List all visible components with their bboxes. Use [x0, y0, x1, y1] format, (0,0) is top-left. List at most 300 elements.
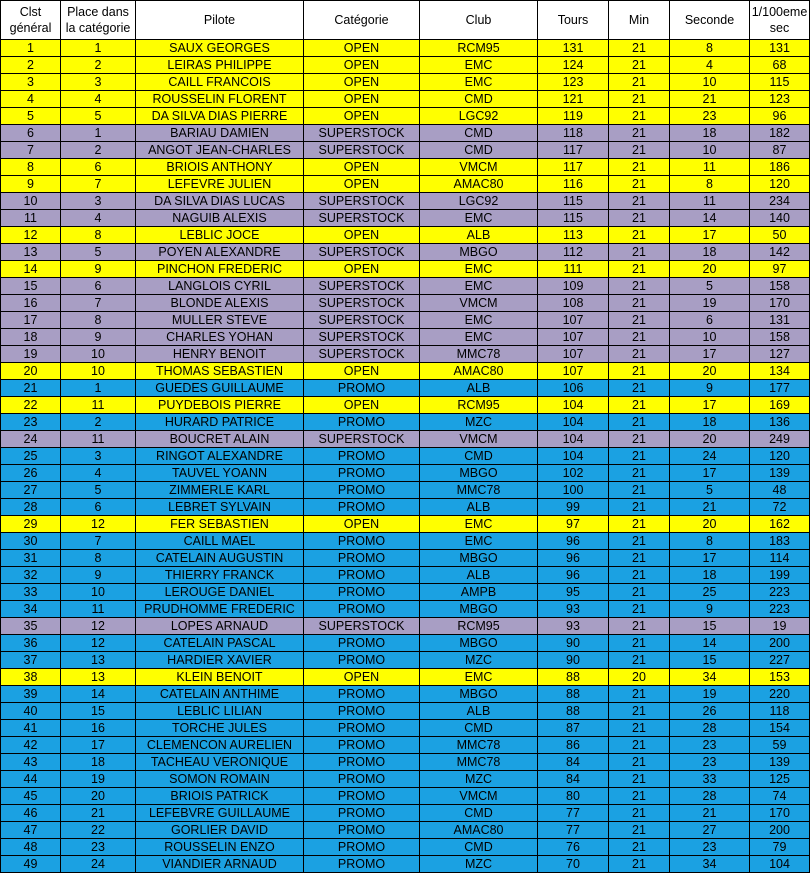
cell-rank: 16	[1, 295, 61, 312]
header-club: Club	[420, 1, 538, 40]
table-row	[1, 91, 810, 108]
cell-rank: 18	[1, 329, 61, 346]
cell-laps: 93	[538, 601, 609, 618]
cell-sec: 23	[670, 737, 750, 754]
cell-rank: 35	[1, 618, 61, 635]
cell-rank: 49	[1, 856, 61, 873]
cell-pilot: BLONDE ALEXIS	[136, 295, 304, 312]
table-row	[1, 635, 810, 652]
cell-hundredths: 223	[750, 601, 810, 618]
table-row	[1, 193, 810, 210]
cell-place: 4	[61, 91, 136, 108]
cell-category: OPEN	[304, 363, 420, 380]
cell-hundredths: 249	[750, 431, 810, 448]
cell-category: PROMO	[304, 754, 420, 771]
table-row	[1, 125, 810, 142]
cell-place: 12	[61, 516, 136, 533]
cell-pilot: LOPES ARNAUD	[136, 618, 304, 635]
table-row	[1, 652, 810, 669]
cell-hundredths: 97	[750, 261, 810, 278]
cell-pilot: NAGUIB ALEXIS	[136, 210, 304, 227]
cell-hundredths: 134	[750, 363, 810, 380]
cell-pilot: CAILL FRANCOIS	[136, 74, 304, 91]
cell-laps: 107	[538, 363, 609, 380]
cell-hundredths: 114	[750, 550, 810, 567]
cell-min: 21	[609, 363, 670, 380]
cell-sec: 34	[670, 669, 750, 686]
cell-pilot: DA SILVA DIAS PIERRE	[136, 108, 304, 125]
cell-hundredths: 79	[750, 839, 810, 856]
cell-min: 21	[609, 856, 670, 873]
cell-min: 21	[609, 40, 670, 57]
cell-pilot: PINCHON FREDERIC	[136, 261, 304, 278]
cell-min: 21	[609, 516, 670, 533]
cell-category: OPEN	[304, 57, 420, 74]
cell-category: PROMO	[304, 771, 420, 788]
cell-club: RCM95	[420, 40, 538, 57]
cell-pilot: CATELAIN PASCAL	[136, 635, 304, 652]
cell-club: AMAC80	[420, 822, 538, 839]
cell-laps: 118	[538, 125, 609, 142]
cell-laps: 104	[538, 414, 609, 431]
cell-min: 21	[609, 431, 670, 448]
table-row	[1, 584, 810, 601]
cell-category: PROMO	[304, 703, 420, 720]
table-row	[1, 839, 810, 856]
cell-pilot: BRIOIS PATRICK	[136, 788, 304, 805]
cell-sec: 19	[670, 686, 750, 703]
cell-sec: 6	[670, 312, 750, 329]
cell-category: OPEN	[304, 40, 420, 57]
cell-sec: 10	[670, 142, 750, 159]
table-row	[1, 363, 810, 380]
cell-category: SUPERSTOCK	[304, 244, 420, 261]
cell-sec: 23	[670, 839, 750, 856]
cell-category: SUPERSTOCK	[304, 295, 420, 312]
cell-hundredths: 115	[750, 74, 810, 91]
cell-club: EMC	[420, 669, 538, 686]
cell-min: 21	[609, 567, 670, 584]
table-row	[1, 856, 810, 873]
cell-category: PROMO	[304, 686, 420, 703]
cell-club: VMCM	[420, 159, 538, 176]
cell-sec: 17	[670, 346, 750, 363]
cell-rank: 14	[1, 261, 61, 278]
cell-min: 21	[609, 278, 670, 295]
cell-sec: 8	[670, 533, 750, 550]
cell-category: OPEN	[304, 261, 420, 278]
cell-laps: 77	[538, 822, 609, 839]
cell-hundredths: 234	[750, 193, 810, 210]
cell-min: 21	[609, 57, 670, 74]
cell-category: OPEN	[304, 108, 420, 125]
cell-place: 16	[61, 720, 136, 737]
cell-rank: 36	[1, 635, 61, 652]
cell-laps: 117	[538, 142, 609, 159]
cell-min: 21	[609, 533, 670, 550]
table-row	[1, 567, 810, 584]
cell-club: MMC78	[420, 737, 538, 754]
cell-pilot: BRIOIS ANTHONY	[136, 159, 304, 176]
cell-place: 8	[61, 227, 136, 244]
cell-club: RCM95	[420, 618, 538, 635]
cell-rank: 12	[1, 227, 61, 244]
table-row	[1, 516, 810, 533]
cell-rank: 29	[1, 516, 61, 533]
cell-sec: 18	[670, 567, 750, 584]
cell-pilot: THOMAS SEBASTIEN	[136, 363, 304, 380]
table-row	[1, 703, 810, 720]
header-laps: Tours	[538, 1, 609, 40]
table-row	[1, 805, 810, 822]
cell-category: OPEN	[304, 397, 420, 414]
cell-category: PROMO	[304, 482, 420, 499]
cell-club: EMC	[420, 312, 538, 329]
cell-place: 1	[61, 125, 136, 142]
cell-rank: 20	[1, 363, 61, 380]
cell-category: SUPERSTOCK	[304, 142, 420, 159]
table-row	[1, 227, 810, 244]
table-row	[1, 533, 810, 550]
cell-pilot: VIANDIER ARNAUD	[136, 856, 304, 873]
table-row	[1, 380, 810, 397]
table-row	[1, 448, 810, 465]
cell-hundredths: 158	[750, 329, 810, 346]
cell-min: 21	[609, 771, 670, 788]
cell-pilot: ANGOT JEAN-CHARLES	[136, 142, 304, 159]
cell-pilot: MULLER STEVE	[136, 312, 304, 329]
cell-laps: 104	[538, 431, 609, 448]
cell-category: SUPERSTOCK	[304, 329, 420, 346]
cell-place: 20	[61, 788, 136, 805]
cell-category: PROMO	[304, 448, 420, 465]
cell-hundredths: 153	[750, 669, 810, 686]
cell-min: 21	[609, 822, 670, 839]
cell-club: MBGO	[420, 601, 538, 618]
cell-rank: 19	[1, 346, 61, 363]
cell-sec: 4	[670, 57, 750, 74]
cell-rank: 21	[1, 380, 61, 397]
cell-laps: 106	[538, 380, 609, 397]
cell-pilot: PUYDEBOIS PIERRE	[136, 397, 304, 414]
cell-hundredths: 104	[750, 856, 810, 873]
cell-laps: 100	[538, 482, 609, 499]
cell-place: 13	[61, 669, 136, 686]
cell-club: VMCM	[420, 295, 538, 312]
cell-laps: 84	[538, 754, 609, 771]
cell-laps: 88	[538, 669, 609, 686]
cell-place: 17	[61, 737, 136, 754]
cell-place: 18	[61, 754, 136, 771]
cell-min: 21	[609, 448, 670, 465]
table-row	[1, 771, 810, 788]
cell-min: 21	[609, 465, 670, 482]
cell-pilot: LEBLIC JOCE	[136, 227, 304, 244]
cell-pilot: LEBRET SYLVAIN	[136, 499, 304, 516]
cell-place: 1	[61, 380, 136, 397]
table-row	[1, 618, 810, 635]
cell-club: AMAC80	[420, 363, 538, 380]
cell-sec: 10	[670, 74, 750, 91]
cell-club: EMC	[420, 74, 538, 91]
cell-laps: 121	[538, 91, 609, 108]
cell-pilot: BARIAU DAMIEN	[136, 125, 304, 142]
cell-hundredths: 154	[750, 720, 810, 737]
cell-category: PROMO	[304, 465, 420, 482]
table-row	[1, 397, 810, 414]
cell-hundredths: 170	[750, 805, 810, 822]
cell-hundredths: 223	[750, 584, 810, 601]
cell-place: 21	[61, 805, 136, 822]
table-row	[1, 414, 810, 431]
cell-rank: 37	[1, 652, 61, 669]
table-row	[1, 261, 810, 278]
cell-rank: 15	[1, 278, 61, 295]
cell-place: 10	[61, 363, 136, 380]
cell-min: 21	[609, 618, 670, 635]
cell-category: PROMO	[304, 584, 420, 601]
cell-pilot: LEROUGE DANIEL	[136, 584, 304, 601]
cell-min: 21	[609, 312, 670, 329]
cell-rank: 28	[1, 499, 61, 516]
cell-rank: 9	[1, 176, 61, 193]
cell-min: 21	[609, 703, 670, 720]
cell-laps: 115	[538, 210, 609, 227]
cell-sec: 17	[670, 227, 750, 244]
cell-place: 9	[61, 261, 136, 278]
cell-club: MBGO	[420, 465, 538, 482]
cell-pilot: RINGOT ALEXANDRE	[136, 448, 304, 465]
cell-category: PROMO	[304, 822, 420, 839]
cell-category: OPEN	[304, 516, 420, 533]
cell-laps: 93	[538, 618, 609, 635]
cell-hundredths: 158	[750, 278, 810, 295]
cell-category: PROMO	[304, 601, 420, 618]
cell-place: 5	[61, 108, 136, 125]
cell-place: 8	[61, 312, 136, 329]
cell-place: 2	[61, 57, 136, 74]
header-sec: Seconde	[670, 1, 750, 40]
cell-rank: 42	[1, 737, 61, 754]
cell-hundredths: 131	[750, 312, 810, 329]
cell-rank: 45	[1, 788, 61, 805]
cell-rank: 32	[1, 567, 61, 584]
cell-min: 21	[609, 754, 670, 771]
cell-sec: 34	[670, 856, 750, 873]
cell-sec: 15	[670, 618, 750, 635]
cell-club: ALB	[420, 499, 538, 516]
cell-hundredths: 59	[750, 737, 810, 754]
cell-category: PROMO	[304, 499, 420, 516]
cell-min: 21	[609, 108, 670, 125]
cell-pilot: BOUCRET ALAIN	[136, 431, 304, 448]
cell-laps: 107	[538, 329, 609, 346]
table-row	[1, 788, 810, 805]
cell-club: MBGO	[420, 244, 538, 261]
cell-laps: 87	[538, 720, 609, 737]
cell-pilot: TORCHE JULES	[136, 720, 304, 737]
cell-laps: 76	[538, 839, 609, 856]
cell-club: EMC	[420, 210, 538, 227]
cell-laps: 123	[538, 74, 609, 91]
cell-hundredths: 87	[750, 142, 810, 159]
cell-pilot: LEFEVRE JULIEN	[136, 176, 304, 193]
cell-place: 3	[61, 448, 136, 465]
cell-min: 21	[609, 295, 670, 312]
table-row	[1, 601, 810, 618]
cell-hundredths: 68	[750, 57, 810, 74]
cell-hundredths: 19	[750, 618, 810, 635]
cell-sec: 9	[670, 601, 750, 618]
table-row	[1, 822, 810, 839]
cell-laps: 90	[538, 635, 609, 652]
cell-club: VMCM	[420, 431, 538, 448]
cell-category: SUPERSTOCK	[304, 312, 420, 329]
cell-category: OPEN	[304, 227, 420, 244]
cell-hundredths: 127	[750, 346, 810, 363]
cell-club: MBGO	[420, 686, 538, 703]
cell-pilot: KLEIN BENOIT	[136, 669, 304, 686]
cell-min: 21	[609, 397, 670, 414]
cell-category: SUPERSTOCK	[304, 278, 420, 295]
cell-pilot: HENRY BENOIT	[136, 346, 304, 363]
cell-sec: 33	[670, 771, 750, 788]
cell-hundredths: 183	[750, 533, 810, 550]
cell-sec: 25	[670, 584, 750, 601]
cell-laps: 107	[538, 346, 609, 363]
cell-sec: 18	[670, 414, 750, 431]
cell-sec: 21	[670, 805, 750, 822]
cell-category: PROMO	[304, 414, 420, 431]
cell-hundredths: 182	[750, 125, 810, 142]
cell-rank: 46	[1, 805, 61, 822]
cell-club: CMD	[420, 805, 538, 822]
cell-laps: 102	[538, 465, 609, 482]
cell-pilot: LEBLIC LILIAN	[136, 703, 304, 720]
cell-rank: 31	[1, 550, 61, 567]
cell-rank: 40	[1, 703, 61, 720]
cell-place: 2	[61, 142, 136, 159]
table-row	[1, 244, 810, 261]
cell-place: 24	[61, 856, 136, 873]
table-row	[1, 346, 810, 363]
cell-hundredths: 220	[750, 686, 810, 703]
cell-hundredths: 199	[750, 567, 810, 584]
cell-club: CMD	[420, 91, 538, 108]
cell-club: MBGO	[420, 635, 538, 652]
cell-pilot: CATELAIN AUGUSTIN	[136, 550, 304, 567]
cell-min: 21	[609, 210, 670, 227]
cell-place: 15	[61, 703, 136, 720]
cell-min: 21	[609, 193, 670, 210]
cell-min: 21	[609, 499, 670, 516]
cell-pilot: TAUVEL YOANN	[136, 465, 304, 482]
cell-hundredths: 186	[750, 159, 810, 176]
cell-place: 9	[61, 567, 136, 584]
cell-pilot: ZIMMERLE KARL	[136, 482, 304, 499]
table-row	[1, 669, 810, 686]
cell-sec: 9	[670, 380, 750, 397]
cell-category: SUPERSTOCK	[304, 346, 420, 363]
cell-min: 21	[609, 227, 670, 244]
cell-club: ALB	[420, 227, 538, 244]
results-body	[1, 40, 810, 873]
cell-hundredths: 74	[750, 788, 810, 805]
cell-club: MMC78	[420, 754, 538, 771]
table-row	[1, 329, 810, 346]
cell-place: 5	[61, 482, 136, 499]
cell-sec: 20	[670, 431, 750, 448]
cell-place: 7	[61, 533, 136, 550]
cell-sec: 11	[670, 193, 750, 210]
cell-rank: 27	[1, 482, 61, 499]
cell-category: PROMO	[304, 856, 420, 873]
cell-sec: 27	[670, 822, 750, 839]
cell-category: OPEN	[304, 74, 420, 91]
cell-rank: 10	[1, 193, 61, 210]
table-row	[1, 431, 810, 448]
cell-place: 11	[61, 397, 136, 414]
cell-place: 3	[61, 74, 136, 91]
cell-club: MMC78	[420, 346, 538, 363]
cell-place: 4	[61, 210, 136, 227]
cell-pilot: ROUSSELIN ENZO	[136, 839, 304, 856]
cell-hundredths: 72	[750, 499, 810, 516]
cell-laps: 86	[538, 737, 609, 754]
cell-place: 11	[61, 431, 136, 448]
cell-place: 14	[61, 686, 136, 703]
cell-pilot: HARDIER XAVIER	[136, 652, 304, 669]
cell-rank: 38	[1, 669, 61, 686]
cell-category: PROMO	[304, 533, 420, 550]
cell-place: 2	[61, 414, 136, 431]
cell-laps: 88	[538, 703, 609, 720]
cell-min: 21	[609, 720, 670, 737]
cell-pilot: CLEMENCON AURELIEN	[136, 737, 304, 754]
cell-hundredths: 123	[750, 91, 810, 108]
cell-min: 21	[609, 74, 670, 91]
cell-rank: 30	[1, 533, 61, 550]
cell-category: PROMO	[304, 635, 420, 652]
cell-hundredths: 136	[750, 414, 810, 431]
header-rank: Clst général	[1, 1, 61, 40]
cell-place: 6	[61, 499, 136, 516]
cell-sec: 8	[670, 176, 750, 193]
cell-hundredths: 200	[750, 635, 810, 652]
cell-min: 21	[609, 91, 670, 108]
cell-club: MMC78	[420, 482, 538, 499]
cell-hundredths: 177	[750, 380, 810, 397]
cell-rank: 3	[1, 74, 61, 91]
cell-laps: 96	[538, 550, 609, 567]
cell-category: PROMO	[304, 839, 420, 856]
cell-pilot: DA SILVA DIAS LUCAS	[136, 193, 304, 210]
cell-laps: 77	[538, 805, 609, 822]
cell-rank: 25	[1, 448, 61, 465]
cell-min: 21	[609, 329, 670, 346]
cell-category: OPEN	[304, 159, 420, 176]
cell-sec: 17	[670, 550, 750, 567]
table-row	[1, 74, 810, 91]
cell-place: 7	[61, 176, 136, 193]
cell-place: 11	[61, 601, 136, 618]
cell-pilot: PRUDHOMME FREDERIC	[136, 601, 304, 618]
cell-hundredths: 118	[750, 703, 810, 720]
cell-club: CMD	[420, 720, 538, 737]
cell-category: SUPERSTOCK	[304, 210, 420, 227]
cell-place: 8	[61, 550, 136, 567]
cell-sec: 28	[670, 720, 750, 737]
